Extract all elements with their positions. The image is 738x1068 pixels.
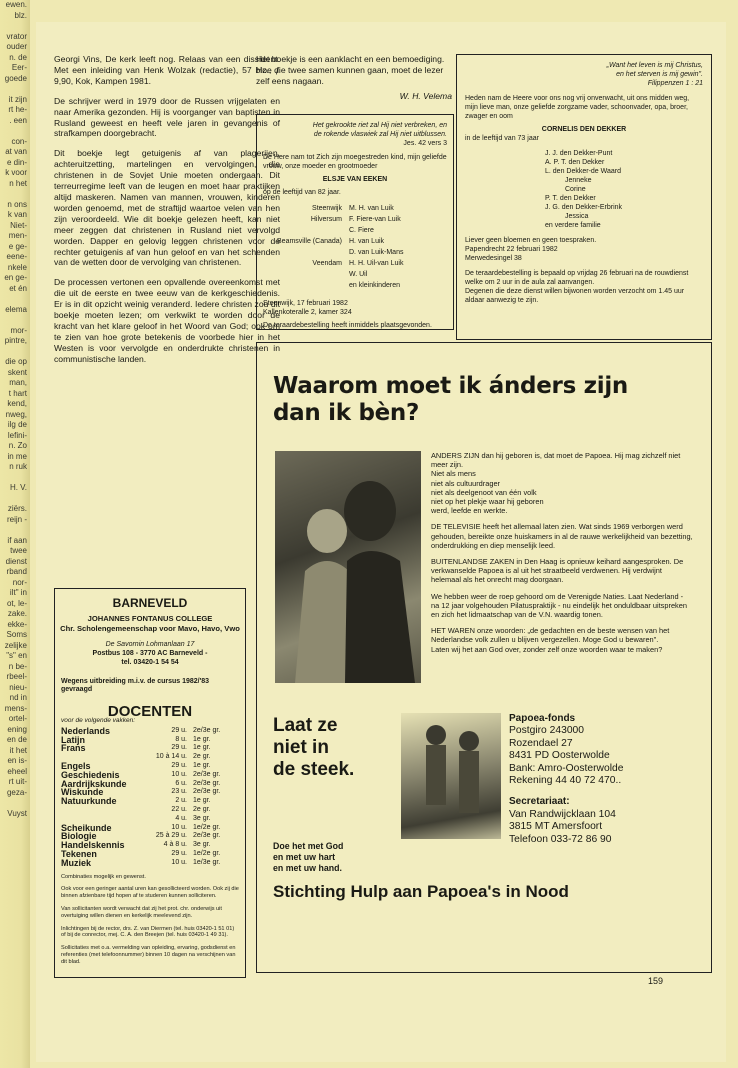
obituary2-family-list <box>545 149 703 230</box>
ad-paragraph-1-line: niet op het plekje waar hij geboren <box>431 497 544 507</box>
secretariat-lines <box>509 809 689 846</box>
obituary-family-names: H. H. Uil-van Luik <box>349 260 404 267</box>
bv-subject-grade: 2e/3e gr. <box>193 726 221 734</box>
ad-paragraph-1-line: Niet als mens <box>431 469 476 479</box>
obituary-family-row <box>263 247 404 258</box>
gutter-text-fragment: zelijke <box>4 640 27 650</box>
bv-subject-hours: 4 u. <box>175 814 187 822</box>
ad-slogan-line-1: Laat ze <box>273 715 338 736</box>
bv-subject-grade: 2e gr. <box>193 753 211 761</box>
obituary2-quote-line-1: „Want het leven is mij Christus, <box>606 62 703 69</box>
gutter-text-fragment: en ge- <box>4 273 27 282</box>
ad-body-text <box>431 451 693 661</box>
bv-subject-grade: 1e gr. <box>193 761 211 769</box>
gutter-text-fragment: men- <box>8 231 27 240</box>
ad-paragraph-6: Laten wij het aan God over, zonder zelf onze woorden waar te maken? <box>431 644 663 654</box>
gutter-text-fragment: "s" en <box>6 651 27 660</box>
job-advertisement-barneveld <box>54 588 246 978</box>
obituary-family-row <box>263 225 404 236</box>
fonds-line: Rozendael 27 <box>509 737 573 749</box>
gutter-text-fragment: if aan <box>7 535 27 545</box>
gutter-text-fragment: zake. <box>7 609 27 618</box>
obituary2-note: Degenen die deze dienst willen bijwonen worden verzocht om 1.45 uur aldaar aanwezig te zijn. <box>465 288 685 304</box>
review-paragraph-2: De schrijver werd in 1979 door de Russen vrijgelaten en naar Amerika gezonden. Hij is voorganger van baptisten in Rusland geweest en heeft vele jaren in gevangenis of strafkampen doorgebracht. <box>54 95 280 139</box>
bv-title: BARNEVELD <box>112 596 188 610</box>
gutter-text-fragment: pintre, <box>4 336 27 345</box>
papoea-fonds-advertisement <box>256 342 712 973</box>
gutter-text-fragment <box>0 798 30 809</box>
obituary-family-row <box>263 236 404 247</box>
bv-subject-row <box>61 797 237 806</box>
fonds-title: Papoea-fonds <box>509 713 576 724</box>
obituary-family-names: H. van Luik <box>349 238 385 245</box>
obituary2-address-line-1: Papendrecht 22 februari 1982 <box>465 246 558 253</box>
gutter-text-fragment: ekke- <box>7 619 27 629</box>
obituary-family-row <box>263 214 404 225</box>
gutter-text-fragment: ortel- <box>8 714 27 723</box>
bv-subject-name: Tekenen <box>61 848 97 859</box>
obituary2-address-line-2: Merwedesingel 38 <box>465 255 522 262</box>
gutter-text-fragment <box>0 315 30 326</box>
obituary-name: ELSJE VAN EEKEN <box>322 176 388 183</box>
gutter-text-fragment <box>0 347 30 358</box>
obituary-family-names: F. Fiere-van Luik <box>349 216 401 223</box>
gutter-text-fragment: it het <box>9 745 27 755</box>
ad-slogan <box>273 715 354 781</box>
gutter-text-fragment: ewen. <box>5 0 27 9</box>
bv-subject-grade: 2e/3e gr. <box>193 779 221 787</box>
gutter-text-fragment: k van <box>7 210 27 219</box>
obituary-family-names: D. van Luik-Mans <box>349 249 404 256</box>
bv-subject-row <box>61 736 237 745</box>
obituary-family-place <box>263 247 348 258</box>
obituary-family-row <box>263 280 404 291</box>
gutter-text-fragment: . een <box>9 115 27 125</box>
gutter-text-fragment: ening <box>7 724 27 734</box>
bv-subject-hours: 2 u. <box>175 797 187 805</box>
obituary-van-eeken <box>256 114 454 330</box>
bv-subject-name: Natuurkunde <box>61 796 117 807</box>
bv-subject-grade: 3e gr. <box>193 841 211 849</box>
gutter-text-fragment: e ge- <box>8 241 27 251</box>
bv-address-1: De Savornin Lohmanlaan 17 <box>105 641 195 649</box>
bv-subjects-intro: voor de volgende vakken: <box>61 716 136 724</box>
bv-subject-name: Aardrijkskunde <box>61 778 127 789</box>
bv-fine-3: Van sollicitanten wordt verwacht dat zij het prot. chr. onderwijs uit overtuiging willen dienen en kerkelijk meelevend zijn. <box>61 905 222 919</box>
gutter-text-fragment: rt he- <box>8 105 27 114</box>
bv-subject-grade: 1e gr. <box>193 797 211 805</box>
bv-subject-grade: 2e/3e gr. <box>193 770 221 778</box>
secretariat-line: Van Randwijcklaan 104 <box>509 808 616 820</box>
review-paragraph-1: Georgi Vins, De kerk leeft nog. Relaas van een dissident. Met een inleiding van Henk Wolzak (redactie), 57 blz., ƒ 9,90, Kok, Kampen 1981. <box>54 54 280 86</box>
ad-cta-line-1: Doe het met God <box>273 841 344 851</box>
obituary2-family-member: Jenneke <box>565 177 592 184</box>
obituary2-family-member: Corine <box>565 186 586 193</box>
obituary-quote-ref: Jes. 42 vers 3 <box>403 140 447 147</box>
ad-slogan-line-3: de steek. <box>273 759 355 780</box>
ad-paragraph-2: DE TELEVISIE heeft het allemaal laten zien. Wat sinds 1969 verborgen werd gehouden, bereikte onze huiskamers in al de rauwe werkelijkheid van bezetting, onderdrukking en diep menselijk leed. <box>431 522 693 550</box>
bv-docenten: DOCENTEN <box>107 702 193 720</box>
bv-subject-grade: 2e gr. <box>193 805 211 813</box>
obituary-family-place: Beamsville (Canada) <box>277 238 342 245</box>
obituary2-quote-line-2: en het sterven is mij gewin". <box>616 71 703 78</box>
gutter-text-fragment: en is- <box>7 756 27 765</box>
gutter-text-fragment: nieu- <box>9 682 27 692</box>
obituary-footer-date: Steenwijk, 17 februari 1982 <box>263 300 348 307</box>
bv-subject-name: Engels <box>61 760 91 771</box>
bv-subject-name: Frans <box>61 743 86 754</box>
bv-subject-hours: 8 u. <box>175 735 187 743</box>
gutter-text-fragment <box>0 84 30 95</box>
bv-subject-hours: 22 u. <box>171 805 187 813</box>
obituary-family-place: Steenwijk <box>312 205 342 212</box>
obituary-family-names: en kleinkinderen <box>349 282 400 289</box>
obituary2-age: in de leeftijd van 73 jaar <box>465 135 539 142</box>
gutter-text-fragment: Soms <box>6 630 27 639</box>
gutter-text-fragment: ilg de <box>7 420 27 429</box>
gutter-text-fragment: geza- <box>6 787 27 797</box>
papuan-father-and-child-photo <box>275 451 421 683</box>
obituary-family-place <box>263 269 348 280</box>
ad-headline-line-2: dan ik bèn? <box>273 400 420 426</box>
obituary-den-dekker <box>456 54 712 340</box>
obituary2-family-member: J. J. den Dekker-Punt <box>545 150 613 157</box>
gutter-text-fragment <box>0 494 30 505</box>
ad-headline-line-1: Waarom moet ik ánders zijn <box>273 373 628 399</box>
gutter-text-fragment: in me <box>7 451 27 461</box>
bv-address-2: Postbus 108 - 3770 AC Barneveld - <box>92 649 208 657</box>
bv-subject-hours: 10 u. <box>171 823 187 831</box>
bv-subject-grade: 2e/3e gr. <box>193 788 221 796</box>
gutter-text-fragment: skent <box>7 367 27 377</box>
gutter-text-fragment: en de <box>6 735 27 744</box>
gutter-text-fragment: nweg, <box>5 409 27 419</box>
gutter-text-fragment: it zijn <box>8 94 27 104</box>
gutter-text-fragment: n. de <box>9 52 27 62</box>
gutter-text-fragment: reijn - <box>6 514 27 524</box>
bv-subject-hours: 10 u. <box>171 770 187 778</box>
ad-paragraph-4: We hebben weer de roep gehoord om de Verenigde Naties. Laat Nederland - na 12 jaar volgehouden Pilatuspraktijk - nu eindelijk het onduldbaar uitspreken en zich het lidmaatschap van de V.N. waardig tonen. <box>431 591 687 620</box>
gutter-text-fragment <box>0 21 30 32</box>
gutter-text-fragment: die op <box>5 357 27 366</box>
obituary2-funeral: De teraardebestelling is bepaald op vrijdag 26 februari na de rouwdienst welke om 2 uur in de aula zal aanvangen. <box>465 270 689 286</box>
obituary-footer-note: De teraardebestelling heeft inmiddels plaatsgevonden. <box>263 322 432 329</box>
fonds-line: Postgiro 243000 <box>509 725 584 737</box>
gutter-text-fragment: mor- <box>10 325 27 335</box>
obituary2-flowers: Liever geen bloemen en geen toespraken. <box>465 237 597 244</box>
ad-slogan-line-2: niet in <box>273 737 329 758</box>
bv-subject-grade: 1e/2e gr. <box>193 849 221 857</box>
obituary-family-place <box>263 280 348 291</box>
obituary-quote-line-2: de rokende vlaswiek zal Hij niet uitblussen. <box>313 131 447 138</box>
gutter-text-fragment: mens- <box>4 703 27 713</box>
ad-paragraph-1 <box>431 451 693 515</box>
gutter-text-fragment <box>0 126 30 137</box>
gutter-text-fragment: vrator <box>6 31 27 41</box>
gutter-text-fragment: ilt" in <box>9 588 27 597</box>
review-paragraph-4: De processen vertonen een opvallende overeenkomst met die uit de eerste en twee eeuw van de kerkgeschiedenis. Er is in dit opzicht weinig veranderd. Iedere christen zou dit boekje moeten lezen; om verkwikt te worden door de kracht van het klare geloof in het Woord van God; ook om te zien van hoe grote betekenis de voorbede hier in het Westen is voor vervolgde en onderdrukte christenen in communistische landen. <box>54 277 280 364</box>
bv-subject-name: Muziek <box>61 857 92 868</box>
bv-subject-row <box>61 859 237 868</box>
gutter-text-fragment: nkele <box>7 262 27 272</box>
page-number: 159 <box>648 976 664 986</box>
gutter-text-fragment: nd in <box>9 693 27 702</box>
gutter-text-fragment: dienst <box>5 556 27 566</box>
bv-subject-row <box>61 744 237 753</box>
photo-silhouette <box>275 451 421 683</box>
bv-subject-name: Nederlands <box>61 725 111 736</box>
obituary2-quote-ref: Filippenzen 1 : 21 <box>647 80 703 87</box>
gutter-text-fragment: n be- <box>8 661 27 671</box>
bv-subject-name: Scheikunde <box>61 822 112 833</box>
fonds-contact <box>509 713 689 846</box>
bv-subject-hours: 10 u. <box>171 858 187 866</box>
gutter-text-fragment: twee <box>10 546 27 555</box>
ad-cta-line-2: en met uw hart <box>273 852 336 862</box>
gutter-text-fragment: H. V. <box>9 483 27 492</box>
obituary2-family-member: J. G. den Dekker-Erbrink <box>545 204 623 211</box>
gutter-text-fragment: n ruk <box>9 462 27 471</box>
bv-subject-hours: 10 à 14 u. <box>155 753 187 761</box>
bv-fine-2: Ook voor een geringer aantal uren kan gesollicteerd worden. Ook zij die binnen afzienbare tijd hopen af te studeren kunnen solliciteren. <box>61 886 239 900</box>
gutter-text-fragment: n. Zo <box>8 441 27 450</box>
bv-subject-grade: 1e/3e gr. <box>193 858 221 866</box>
review-conclusion: Het boekje is een aanklacht en een bemoediging. Hoe die twee samen kunnen gaan, moet de lezer zelf eens nagaan. <box>256 54 445 86</box>
obituary-family-place: Veendam <box>312 260 342 267</box>
gutter-text-fragment: goede <box>4 73 27 83</box>
gutter-text-fragment: kend, <box>7 399 27 408</box>
bv-subject-hours: 23 u. <box>171 788 187 796</box>
gutter-text-fragment: ot, le- <box>6 598 27 608</box>
gutter-text-fragment: n het <box>9 178 27 188</box>
bv-subject-hours: 6 u. <box>175 779 187 787</box>
ad-cta-line-3: en met uw hand. <box>273 863 342 873</box>
ad-paragraph-1-line: werd, leefde en werkte. <box>431 506 508 516</box>
obituary2-family-member: L. den Dekker-de Waard <box>545 168 621 175</box>
gutter-text-fragment: k voor <box>5 168 27 177</box>
bv-subject-name: Handelskennis <box>61 840 125 851</box>
bv-subject-name: Geschiedenis <box>61 769 120 780</box>
gutter-text-fragment: nor- <box>12 577 27 587</box>
gutter-text-fragment: e din- <box>6 157 27 167</box>
obituary2-intro: Heden nam de Heere voor ons nog vrij onverwacht, uit ons midden weg, mijn lieve man, onze geliefde zorgzame vader, schoonvader, opa, broer, zwager en oom <box>465 95 690 120</box>
secretariat-title: Secretariaat: <box>509 796 570 808</box>
magazine-page <box>36 22 726 1062</box>
bv-subjects-table <box>61 727 237 868</box>
gutter-text-fragment: man, <box>9 378 27 387</box>
obituary-intro: De Here nam tot Zich zijn moegestreden kind, mijn geliefde vrouw, onze moeder en grootmoeder <box>263 154 447 170</box>
obituary-footer-address: Kallenkoteralle 2, kamer 324 <box>263 309 352 316</box>
secretariat-line: Telefoon 033-72 86 90 <box>509 833 612 845</box>
obituary-family-place: Hilversum <box>310 216 342 223</box>
ad-paragraph-3: BUITENLANDSE ZAKEN in Den Haag is opnieuw keihard aangesproken. De verkwanselde Papoea is al uit het straatbeeld verdwenen. Hij verdwijnt helemaal als het onrecht mag doorgaan. <box>431 557 684 585</box>
photo2-silhouette <box>401 713 501 839</box>
gutter-text-fragment: Niet- <box>10 220 27 230</box>
review-continuation <box>256 54 452 102</box>
obituary-family-row <box>263 258 404 269</box>
bv-school: Chr. Scholengemeenschap voor Mavo, Havo, Vwo <box>60 623 240 633</box>
bv-fine-4: Inlichtingen bij de rector, drs. Z. van Diermen (tel. huis 03420-1 51 01) of bij de conrector, mej. C. A. den Breejen (tel. huis 03420-1 49 31). <box>61 925 235 939</box>
gutter-text-fragment: con- <box>11 136 27 146</box>
obituary-quote-line-1: Het gekrookte riet zal Hij niet verbreken, en <box>312 122 447 129</box>
ad-paragraph-1-line: niet als deelgenoot van één volk <box>431 487 537 497</box>
fonds-line: Bank: Amro-Oosterwolde <box>509 762 624 774</box>
gutter-text-fragment <box>0 294 30 305</box>
gutter-text-fragment: eene- <box>6 252 27 261</box>
obituary-family-names: M. H. van Luik <box>349 205 394 212</box>
bv-subject-name: Latijn <box>61 734 85 745</box>
bv-subject-grade: 1e gr. <box>193 735 211 743</box>
gutter-text-fragment: rbeel- <box>6 672 27 681</box>
gutter-text-fragment <box>0 189 30 200</box>
review-paragraph-3: Dit boekje legt getuigenis af van plagerijen, achteruitzetting, martelingen en vervolgingen, die christenen in de Sovjet Unie moeten ondergaan. Dit terreurregime leeft van de leugen en moet haar praktijken altijd maskeren. Namen van mannen, vrouwen, kinderen worden genoemd, met de straftijd waartoe velen van hen zijn veroordeeld. Wie dit boekje gelezen heeft, kan niet meer zeggen dat christenen in Rusland niet vervolgd worden. Dapper en gelovig leggen christenen voor de rechter getuigenis af van hun geloof en van het schenden van de wetten door de vervolging van christenen. <box>54 148 280 268</box>
bv-subject-name: Biologie <box>61 831 97 842</box>
gutter-text-fragment: at van <box>5 147 27 156</box>
gutter-text-fragment: elema <box>5 304 27 314</box>
obituary-family-place <box>263 225 348 236</box>
fonds-lines <box>509 725 689 787</box>
bv-subject-row <box>61 727 237 736</box>
bv-subject-grade: 3e gr. <box>193 814 211 822</box>
gutter-text-fragment: eheel <box>7 766 27 776</box>
ad-foundation-name: Stichting Hulp aan Papoea's in Nood <box>273 882 569 901</box>
bv-fine-1: Combinaties mogelijk en gewenst. <box>61 873 146 880</box>
bv-subject-hours: 29 u. <box>171 726 187 734</box>
bv-subject-hours: 25 à 29 u. <box>155 832 187 840</box>
gutter-text-fragment <box>0 473 30 484</box>
gutter-text-fragment: lefini- <box>7 430 27 440</box>
obituary-age: op de leeftijd van 82 jaar. <box>263 189 341 196</box>
fonds-line: Rekening 44 40 72 470.. <box>509 775 622 787</box>
gutter-text-fragment: t hart <box>8 388 27 398</box>
bv-note: Wegens uitbreiding m.i.v. de cursus 1982/'83 gevraagd <box>61 677 210 694</box>
ad-paragraph-1-line: niet als cultuurdrager <box>431 478 501 488</box>
bv-subject-name <box>61 806 137 815</box>
obituary2-family-member: P. T. den Dekker <box>545 195 596 202</box>
obituary2-name: CORNELIS DEN DEKKER <box>541 126 627 133</box>
obituary2-family-member: en verdere familie <box>545 222 601 229</box>
gutter-text-fragment: rt uit- <box>8 777 27 786</box>
gutter-text-fragment: blz. <box>14 10 27 20</box>
ad-paragraph-1-line: ANDERS ZIJN dan hij geboren is, dat moet de Papoea. Hij mag zichzelf niet meer zijn. <box>431 451 681 470</box>
gutter-text-fragment: n ons <box>7 199 27 209</box>
obituary-family-row <box>263 203 404 214</box>
bv-subject-row <box>61 806 237 815</box>
bv-college: JOHANNES FONTANUS COLLEGE <box>87 614 213 623</box>
book-review-column <box>54 54 280 374</box>
gutter-text-fragment: Vuyst <box>7 808 27 818</box>
adjacent-page-edge <box>0 0 30 1068</box>
obituary-family-row <box>263 269 404 280</box>
bv-address-3: tel. 03420-1 54 54 <box>121 658 179 666</box>
gutter-text-fragment: ziërs. <box>7 504 27 513</box>
obituary2-family-member: Jessica <box>565 213 589 220</box>
gutter-text-fragment: et én <box>9 283 27 293</box>
bv-subject-grade: 2e/3e gr. <box>193 832 221 840</box>
gutter-text-fragment: rband <box>6 567 27 576</box>
bv-subject-hours: 29 u. <box>171 849 187 857</box>
obituary-family-names: W. Uil <box>349 271 368 278</box>
secretariat-line: 3815 MT Amersfoort <box>509 821 603 833</box>
review-signature: W. H. Velema <box>399 90 452 101</box>
gutter-text-fragment <box>0 525 30 536</box>
bv-fine-5: Sollicitaties met o.a. vermelding van opleiding, ervaring, godsdienst en referenties (met telefoonnummer) binnen 10 dagen na verschijnen van dit blad. <box>61 945 236 965</box>
ad-call-to-action <box>273 841 343 874</box>
bv-subject-hours: 4 à 8 u. <box>163 841 187 849</box>
obituary2-family-member: A. P. T. den Dekker <box>545 159 605 166</box>
gutter-text-fragment: Eer- <box>11 63 27 72</box>
papuan-children-photo <box>401 713 501 839</box>
ad-headline <box>273 373 628 427</box>
obituary-family-table <box>263 203 404 291</box>
bv-subject-hours: 29 u. <box>171 744 187 752</box>
obituary-family-names: C. Fiere <box>349 227 374 234</box>
fonds-line: 8431 PD Oosterwolde <box>509 750 610 762</box>
ad-paragraph-5: HET WAREN onze woorden: „de gedachten en de beste wensen van het Nederlandse volk zullen u blijven vergezellen. Moge God u bewaren". <box>431 626 670 645</box>
bv-subject-name: Wiskunde <box>61 787 104 798</box>
gutter-text-fragment: ouder <box>6 42 27 51</box>
bv-subject-grade: 1e/2e gr. <box>193 823 221 831</box>
bv-subject-grade: 1e gr. <box>193 744 211 752</box>
bv-subject-hours: 29 u. <box>171 761 187 769</box>
